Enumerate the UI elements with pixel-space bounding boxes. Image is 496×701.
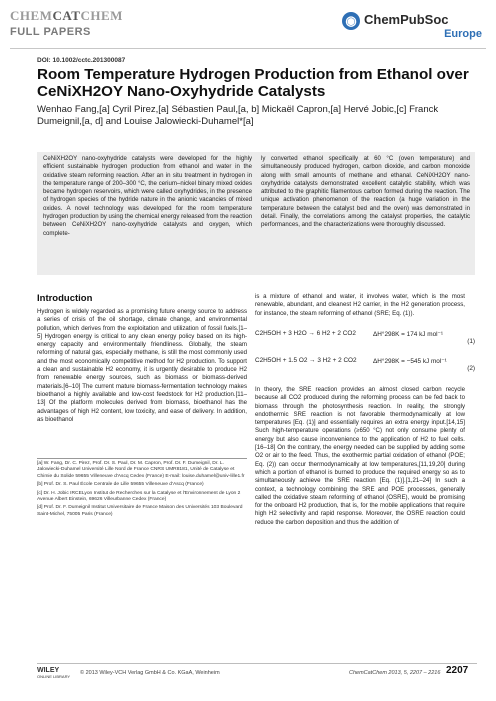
journal-header (10, 8, 486, 46)
equation-2: C2H5OH + 1.5 O2 → 3 H2 + 2 CO2 ΔH°298K = −545 kJ mol⁻¹ (2) (255, 357, 475, 372)
affiliation-b: [b] Prof. Dr. S. Paul École Centrale de Lille 59655 Villeneuve d'Ascq (France) (37, 482, 204, 488)
body-text-left: Hydrogen is widely regarded as a promising future energy source to address a series of crisis of the oil shortage, climate change, and environmental pollution, which derives from the exploitation and utilization of fossil fuels.[1–5] Hydrogen energy is critical to any clean energy policy based on its high-energy capacity and environmentally friendliness. Globally, the steam reforming of natural gas, especially methane, is still the most commonly used and the most economically competitive method for H2 production. To support a clean and sustainable H2 economy, it is urgently desirable to produce H2 from renewable energy sources, such as biomass or biomass-derived materials.[6–10] The current mature biomass-fermentation technology makes bioethanol a highly available and low-cost feedstock for H2 production.[11–13] Of the platform molecules derived from biomass, bioethanol has the advantages of high H2 content, low toxicity, and ease of delivery. In addition, as bioethanol (37, 308, 247, 423)
body-text-right-bottom: In theory, the SRE reaction provides an almost closed carbon recycle because all CO2 produced during the reforming process can be fed back to biomass through the photosynthesis reaction. In reality, the strongly endothermic SRE reaction is not favorable thermodynamically at low temperatures [Eq. (1)] and essentially requires an extra energy input.[14,15] Such high-temperature operations (≥650 °C) not only consume plenty of energy but also cause inconvenience to the application of H2 to fuel cells.[16–18] On the contrary, the energy needed can be supplied by adding some O2 or air to the feed. Thus, the exothermic partial oxidation of ethanol (POE; Eq. (2)) can occur thermodynamically at low temperatures,[11,19,20] during which a portion of ethanol is burned to produce the required energy so as to simultaneously achieve the SRE reaction [Eq. (1)].[1,21–24] In such a context, a technology combining the SRE and POE processes, generally called the oxidative steam reforming of ethanol (OSRE), would be promising for the onboard H2 production, that is, for the mobile applications that require high H2 selectivity and rapid response. Moreover, the OSRE reaction could reduce the carbon deposition and thus the addition of (255, 386, 465, 526)
equation-1: C2H5OH + 3 H2O → 6 H2 + 2 CO2 ΔH°298K = 174 kJ mol⁻¹ (1) (255, 330, 475, 345)
publisher-logo (342, 10, 482, 44)
publisher-region: Europe (444, 28, 482, 40)
author-list: Wenhao Fang,[a] Cyril Pirez,[a] Sébastien Paul,[a, b] Mickaël Capron,[a] Hervé Jobic,[c] Franck Dumeignil,[a, d] and Louise Jalowiecki-Duhamel*[a] (37, 104, 439, 127)
affiliation-divider (37, 458, 247, 459)
abstract-column-2: ly converted ethanol specifically at 60 °C (oven temperature) and simultaneously produced hydrogen, carbon dioxide, and carbon monoxide along with small amounts of methane and ethanal. CeNiXH2OY nano-oxyhydride catalysts demonstrated excellent catalytic stability, which was attributed to the graphitic filamentous carbon formed during the reaction. The unique activation phenomenon of the reaction (a huge variation in the temperature between the catalyst bed and the oven) was demonstrated in detail. Finally, the correlations among the catalyst properties, the catalytic performances, and the characterizations were thoroughly discussed. (261, 155, 470, 229)
doi[interactable]: DOI: 10.1002/cctc.201300087 (37, 57, 126, 64)
citation: ChemCatChem 2013, 5, 2207 – 2216 (349, 670, 441, 676)
footer-divider (37, 663, 477, 664)
affiliation-d: [d] Prof. Dr. F. Dumeignil Institut Universitaire de France Maison des Universités 103 Boulevard Saint-Michel, 75005 Paris (France) (37, 505, 243, 517)
header-divider (10, 48, 486, 49)
section-label: FULL PAPERS (10, 26, 91, 38)
wiley-logo: WILEY ONLINE LIBRARY (37, 667, 71, 679)
body-text-right-top: is a mixture of ethanol and water, it involves water, which is the most renewable, abundant, and cleanest H2 carrier, in the H2 generation process, for instance, the steam reforming of ethanol (SRE; Eq. (1)). (255, 293, 465, 317)
affiliation-a: [a] W. Fang, Dr. C. Pirez, Prof. Dr. S. Paul, Dr. M. Capron, Prof. Dr. F. Dumeignil, Dr. L. Jalowiecki-Duhamel Université Lille Nord de France CNRS UMR8181, Unité de Catalyse et Chimie du Solide 59655 Villeneuve d'Ascq Cedex (France) E-mail: louise.duhamel@univ-lille1.fr (37, 461, 245, 479)
section-heading: Introduction (37, 293, 93, 304)
publisher-icon: ◉ (342, 12, 360, 30)
article-title: Room Temperature Hydrogen Production from Ethanol over CeNiXH2OY Nano-Oxyhydride Catalysts (37, 66, 469, 100)
publisher-name: ChemPubSoc (364, 12, 449, 27)
affiliations (37, 461, 247, 520)
journal-name: CHEMCATCHEM (10, 8, 123, 23)
page-number: 2207 (446, 665, 469, 676)
abstract-column-1: CeNiXH2OY nano-oxyhydride catalysts were developed for the highly efficient sustainable hydrogen production from ethanol and water in the oxidative steam reforming reaction. After an in situ treatment in hydrogen in the temperature range of 200–300 °C, the cerium–nickel binary mixed oxides became hydrogen reservoirs, which were called oxyhydrides, in the presence of hydrogen species of the hydride nature in the anionic vacancies of mixed oxides. A novel technology was developed for the room temperature hydrogen production by using the chemical energy released from the reaction between CeNiXH2OY nano-oxyhydride catalysts and oxygen, which complete- (43, 155, 252, 237)
copyright: © 2013 Wiley-VCH Verlag GmbH & Co. KGaA, Weinheim (80, 670, 220, 676)
abstract-box (37, 152, 475, 275)
affiliation-c: [c] Dr. H. Jobic IRCELyon Institut de Recherches sur la Catalyse et l'Environnement de Lyon 2 Avenue Albert Einstein, 69626 Villeurbanne Cedex (France) (37, 490, 241, 503)
